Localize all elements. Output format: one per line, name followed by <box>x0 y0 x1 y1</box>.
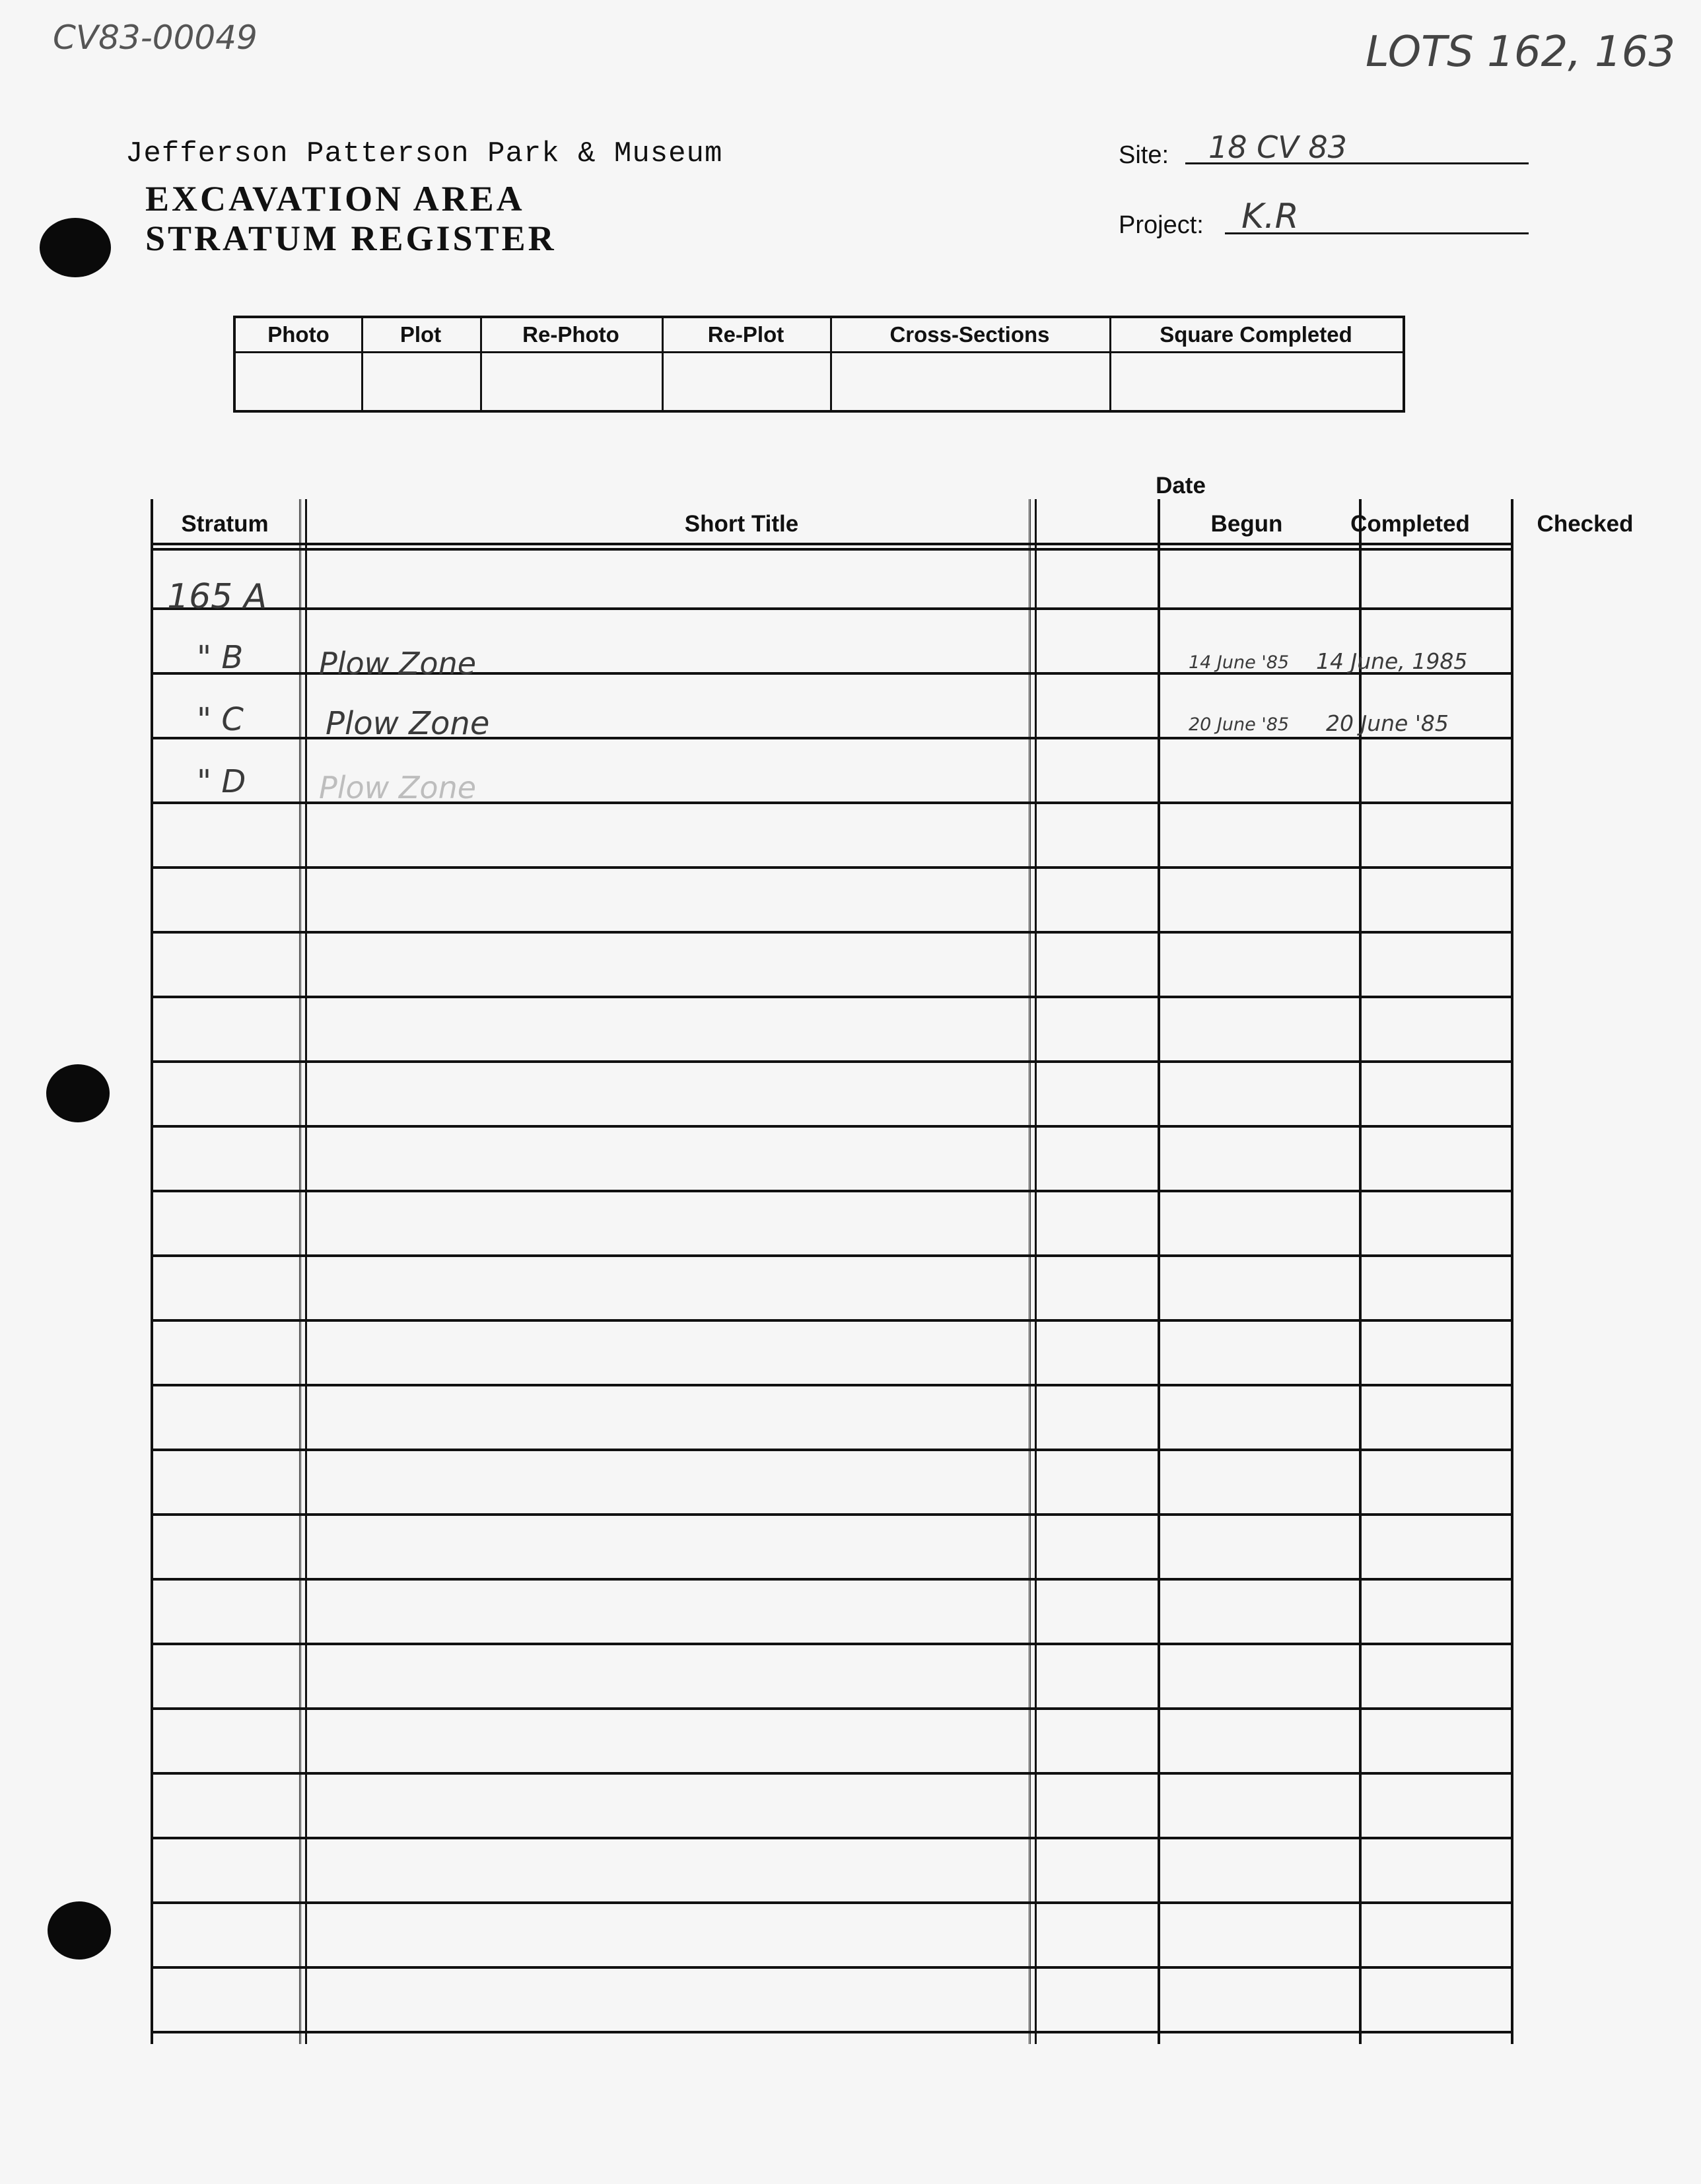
status-header-square-completed: Square Completed <box>1160 322 1352 347</box>
status-header-plot: Plot <box>399 322 442 347</box>
register-row-line <box>151 1966 1511 1969</box>
form-title-line-1: EXCAVATION AREA <box>145 179 525 219</box>
register-row-line <box>151 1449 1511 1451</box>
binder-hole-bottom <box>48 1901 111 1960</box>
row-3-begun[interactable]: 20 June '85 <box>1189 714 1290 735</box>
status-cell-photo[interactable] <box>236 353 361 410</box>
header-completed: Completed <box>1350 511 1470 537</box>
form-title-line-2: STRATUM REGISTER <box>145 219 557 258</box>
row-4-short-title[interactable]: Plow Zone <box>319 770 477 805</box>
status-cell-re-plot[interactable] <box>664 353 830 410</box>
site-label: Site: <box>1119 141 1169 169</box>
register-right-border <box>1511 499 1513 2044</box>
register-row-line <box>151 1643 1511 1645</box>
register-header-divider <box>151 543 1511 545</box>
row-2-completed[interactable]: 14 June, 1985 <box>1316 648 1468 674</box>
status-header-re-photo: Re-Photo <box>522 322 619 347</box>
site-value[interactable]: 18 CV 83 <box>1208 129 1347 165</box>
register-row-line <box>151 1901 1511 1904</box>
status-cell-plot[interactable] <box>363 353 480 410</box>
row-2-begun[interactable]: 14 June '85 <box>1189 652 1290 673</box>
header-checked: Checked <box>1537 511 1634 537</box>
register-row-line <box>151 2031 1511 2033</box>
project-label: Project: <box>1119 211 1204 239</box>
status-header-re-plot: Re-Plot <box>707 322 784 347</box>
status-header-cross-sections: Cross-Sections <box>889 322 1050 347</box>
register-row-line <box>151 1837 1511 1839</box>
register-row-line <box>151 866 1511 869</box>
row-2-stratum[interactable]: " B <box>197 639 244 676</box>
register-row-line <box>151 1254 1511 1257</box>
register-col-begun-divider <box>1158 499 1160 2044</box>
row-4-stratum[interactable]: " D <box>197 763 246 800</box>
row-1-stratum[interactable]: 165 A <box>167 577 267 617</box>
status-header-photo: Photo <box>267 322 330 347</box>
register-row-line <box>151 1513 1511 1516</box>
register-row-line <box>151 1319 1511 1322</box>
register-row-line <box>151 1772 1511 1775</box>
row-3-completed[interactable]: 20 June '85 <box>1326 710 1449 736</box>
register-row-line <box>151 1060 1511 1063</box>
status-cell-square-completed[interactable] <box>1111 353 1403 410</box>
register-row-line <box>151 607 1511 610</box>
register-row-line <box>151 1190 1511 1192</box>
register-col-stratum-divider <box>299 499 307 2044</box>
row-3-short-title[interactable]: Plow Zone <box>326 705 490 742</box>
row-2-short-title[interactable]: Plow Zone <box>319 646 477 681</box>
register-row-line <box>151 1578 1511 1581</box>
register-header-divider-2 <box>151 548 1511 551</box>
project-value[interactable]: K.R <box>1241 197 1299 236</box>
register-row-line <box>151 1384 1511 1386</box>
register-left-border <box>151 499 153 2044</box>
status-table <box>233 316 1405 413</box>
stratum-register-table <box>151 473 1634 2048</box>
header-begun: Begun <box>1210 511 1283 537</box>
header-stratum: Stratum <box>181 511 269 537</box>
status-cell-re-photo[interactable] <box>482 353 662 410</box>
status-cell-cross-sections[interactable] <box>832 353 1109 410</box>
lots-annotation: LOTS 162, 163 <box>1366 28 1676 77</box>
institution-name: Jefferson Patterson Park & Museum <box>125 137 723 170</box>
register-row-line <box>151 1125 1511 1128</box>
row-3-stratum[interactable]: " C <box>197 701 244 738</box>
register-row-line <box>151 931 1511 934</box>
register-row-line <box>151 996 1511 998</box>
archive-id-annotation: CV83-00049 <box>53 18 258 57</box>
binder-hole-middle <box>46 1064 110 1122</box>
register-col-title-divider <box>1029 499 1037 2044</box>
binder-hole-top <box>40 218 111 277</box>
register-row-line <box>151 1707 1511 1710</box>
date-group-label: Date <box>1156 473 1206 498</box>
header-short-title: Short Title <box>684 511 799 537</box>
